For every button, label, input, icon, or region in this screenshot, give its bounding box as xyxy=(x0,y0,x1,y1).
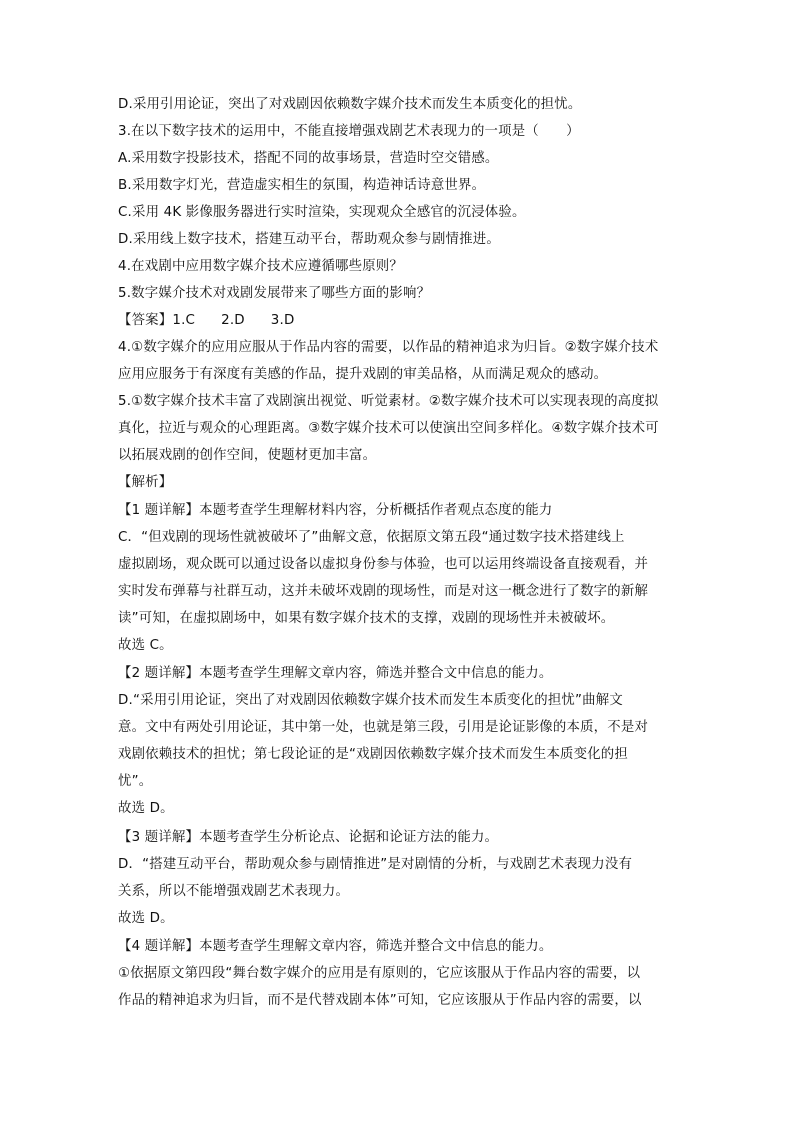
question-4: 4.在戏剧中应用数字媒介技术应遵循哪些原则？ xyxy=(118,259,403,274)
option-d: D.采用线上数字技术，搭建互动平台，帮助观众参与剧情推进。 xyxy=(118,232,500,247)
detail-4-line-1: ①依据原文第四段“舞台数字媒介的应用是有原则的，它应该服从于作品内容的需要，以 xyxy=(118,966,641,981)
detail-4-line-2: 作品的精神追求为归旨，而不是代替戏剧本体”可知，它应该服从于作品内容的需要，以 xyxy=(118,993,642,1008)
detail-1-line-2: 虚拟剧场，观众既可以通过设备以虚拟身份参与体验，也可以运用终端设备直接观看，并 xyxy=(118,557,649,572)
detail-2-choice: 故选 D。 xyxy=(118,801,174,816)
question-5: 5.数字媒介技术对戏剧发展带来了哪些方面的影响？ xyxy=(118,286,431,301)
answer-4-line-2: 应用应服务于有深度有美感的作品，提升戏剧的审美品格，从而满足观众的感动。 xyxy=(118,367,608,382)
detail-3-line-1: D．“搭建互动平台，帮助观众参与剧情推进”是对剧情的分析，与戏剧艺术表现力没有 xyxy=(118,857,633,872)
option-b: B.采用数字灯光，营造虚实相生的氛围，构造神话诗意世界。 xyxy=(118,178,486,193)
answer-line xyxy=(118,311,678,331)
detail-1-choice: 故选 C。 xyxy=(118,638,173,653)
detail-2-line-1: D.“采用引用论证，突出了对戏剧因依赖数字媒介技术而发生本质变化的担忧”曲解文 xyxy=(118,693,623,708)
answer-2: 2.D xyxy=(221,313,245,328)
detail-1-line-1: C．“但戏剧的现场性就被破坏了”曲解文意，依据原文第五段“通过数字技术搭建线上 xyxy=(118,530,625,545)
detail-1-heading: 【1 题详解】本题考查学生理解材料内容，分析概括作者观点态度的能力 xyxy=(118,503,553,518)
detail-1-line-4: 读”可知，在虚拟剧场中，如果有数字媒介技术的支撑，戏剧的现场性并未被破坏。 xyxy=(118,611,615,626)
detail-2-line-2: 意。文中有两处引用论证，其中第一处，也就是第三段，引用是论证影像的本质，不是对 xyxy=(118,720,649,735)
answer-label: 【答案】 xyxy=(118,313,173,328)
answer-5-line-3: 以拓展戏剧的创作空间，使题材更加丰富。 xyxy=(118,448,377,463)
detail-2-line-3: 戏剧依赖技术的担忧；第七段论证的是“戏剧因依赖数字媒介技术而发生本质变化的担 xyxy=(118,747,628,762)
answer-4-line-1: 4.①数字媒介的应用应服从于作品内容的需要，以作品的精神追求为归旨。②数字媒介技术 xyxy=(118,340,659,355)
answer-5-line-1: 5.①数字媒介技术丰富了戏剧演出视觉、听觉素材。②数字媒介技术可以实现表现的高度拟 xyxy=(118,394,659,409)
option-c: C.采用 4K 影像服务器进行实时渲染，实现观众全感官的沉浸体验。 xyxy=(118,205,526,220)
detail-3-choice: 故选 D。 xyxy=(118,911,174,926)
answer-1: 1.C xyxy=(172,313,196,328)
option-d-line: D.采用引用论证，突出了对戏剧因依赖数字媒介技术而发生本质变化的担忧。 xyxy=(118,97,582,112)
detail-3-line-2: 关系，所以不能增强戏剧艺术表现力。 xyxy=(118,884,350,899)
detail-3-heading: 【3 题详解】本题考查学生分析论点、论据和论证方法的能力。 xyxy=(118,830,499,845)
option-a: A.采用数字投影技术，搭配不同的故事场景，营造时空交错感。 xyxy=(118,151,499,166)
detail-4-heading: 【4 题详解】本题考查学生理解文章内容，筛选并整合文中信息的能力。 xyxy=(118,939,553,954)
detail-2-line-4: 忧”。 xyxy=(118,774,153,789)
analysis-heading: 【解析】 xyxy=(118,475,173,490)
answer-3: 3.D xyxy=(270,313,295,328)
detail-1-line-3: 实时发布弹幕与社群互动，这并未破坏戏剧的现场性，而是对这一概念进行了数字的新解 xyxy=(118,584,649,599)
question-3: 3.在以下数字技术的运用中，不能直接增强戏剧艺术表现力的一项是（ ） xyxy=(118,124,580,139)
detail-2-heading: 【2 题详解】本题考查学生理解文章内容，筛选并整合文中信息的能力。 xyxy=(118,666,553,681)
answer-5-line-2: 真化，拉近与观众的心理距离。③数字媒介技术可以使演出空间多样化。④数字媒介技术可 xyxy=(118,421,659,436)
